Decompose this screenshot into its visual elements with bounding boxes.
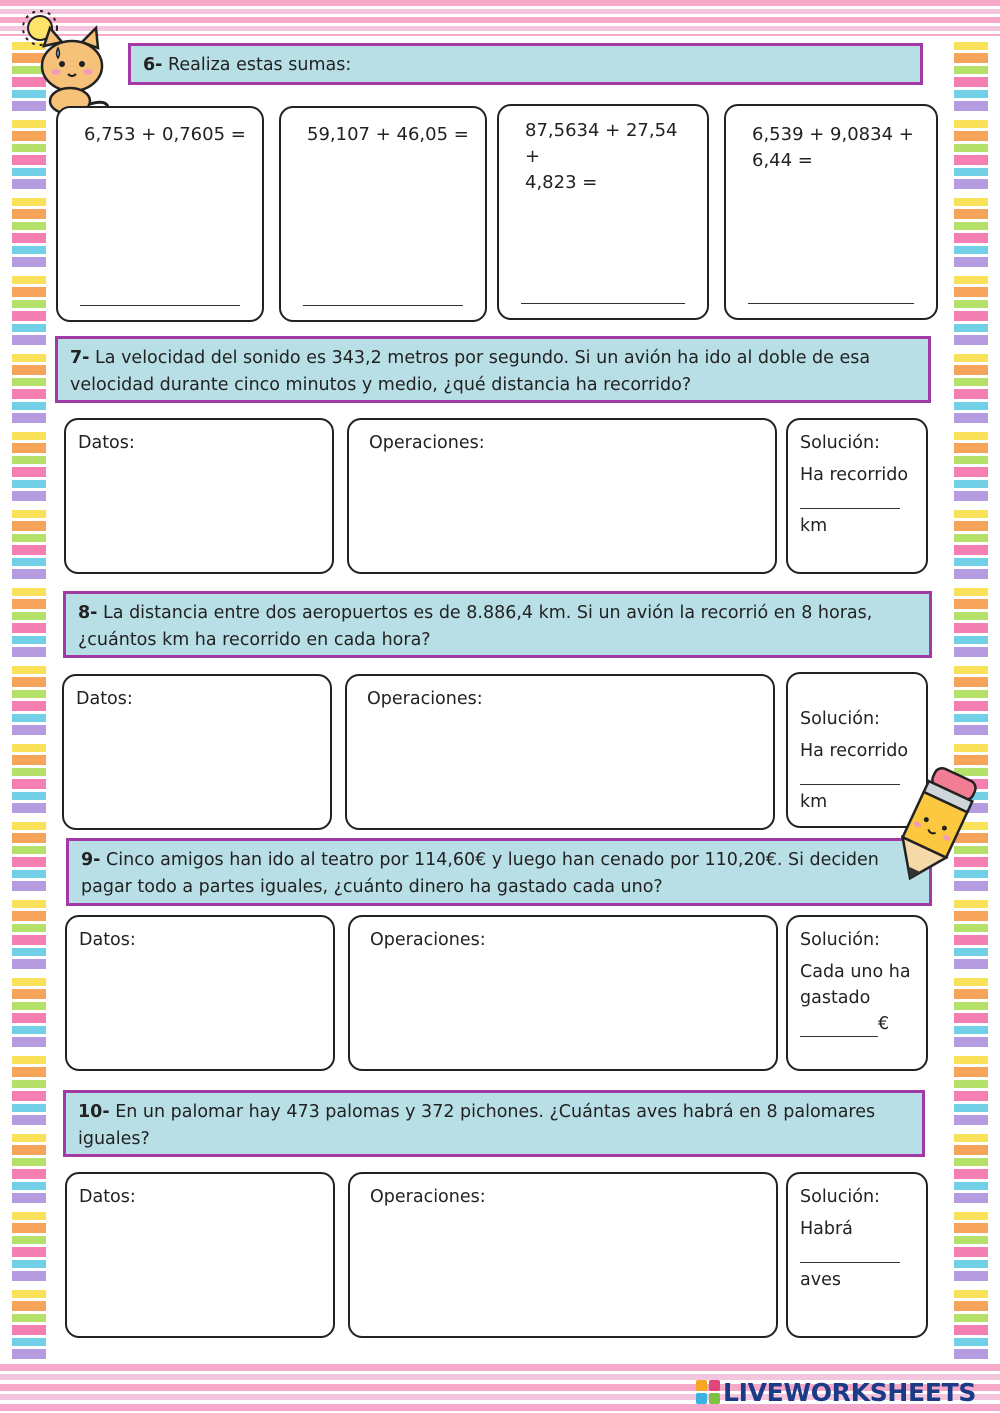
- solucion-text: Ha recorrido: [800, 741, 909, 761]
- sum-box-2[interactable]: [279, 106, 487, 322]
- question-9-header: [66, 838, 932, 906]
- solucion-text-line2: gastado: [800, 988, 871, 1008]
- question-10-header: [63, 1090, 925, 1157]
- operaciones-label: Operaciones:: [370, 930, 486, 950]
- question-number: 8-: [78, 603, 98, 623]
- answer-line[interactable]: [800, 1018, 878, 1037]
- question-text-line2: ¿cuántos km ha recorrido en cada hora?: [78, 630, 431, 650]
- solucion-box-10[interactable]: [786, 1172, 928, 1338]
- question-8-header: [63, 591, 932, 658]
- operaciones-label: Operaciones:: [367, 689, 483, 709]
- question-text-line1: Cinco amigos han ido al teatro por 114,60€ y luego han cenado por 110,20€. Si deciden: [106, 850, 879, 870]
- sum-expression-line1: 6,539 + 9,0834 +: [752, 124, 914, 145]
- solucion-text: Ha recorrido: [800, 465, 909, 485]
- question-number: 7-: [70, 348, 90, 368]
- question-number: 9-: [81, 850, 101, 870]
- answer-line[interactable]: [521, 303, 685, 304]
- sum-box-4[interactable]: [724, 104, 938, 320]
- sum-box-1[interactable]: [56, 106, 264, 322]
- solucion-label: Solución:: [800, 930, 880, 950]
- solucion-label: Solución:: [800, 1187, 880, 1207]
- datos-box-7[interactable]: [64, 418, 334, 574]
- operaciones-box-7[interactable]: [347, 418, 777, 574]
- question-text-line2: iguales?: [78, 1129, 150, 1149]
- solucion-text-line1: Cada uno ha: [800, 962, 911, 982]
- question-prompt: Realiza estas sumas:: [168, 55, 352, 75]
- answer-line[interactable]: [303, 305, 463, 306]
- datos-label: Datos:: [79, 1187, 136, 1207]
- solucion-label: Solución:: [800, 709, 880, 729]
- decorative-top-stripes: [0, 0, 1000, 36]
- question-6-header: [128, 43, 923, 85]
- question-number: 10-: [78, 1102, 110, 1122]
- question-text-line2: pagar todo a partes iguales, ¿cuánto dinero ha gastado cada uno?: [81, 877, 663, 897]
- liveworksheets-watermark: [696, 1378, 976, 1408]
- solucion-unit: km: [800, 516, 828, 536]
- operaciones-box-10[interactable]: [348, 1172, 778, 1338]
- datos-box-9[interactable]: [65, 915, 335, 1071]
- question-text-line1: La velocidad del sonido es 343,2 metros por segundo. Si un avión ha ido al doble de esa: [95, 348, 871, 368]
- sum-box-3[interactable]: [497, 104, 709, 320]
- solucion-box-9[interactable]: [786, 915, 928, 1071]
- operaciones-label: Operaciones:: [369, 433, 485, 453]
- question-7-header: [55, 336, 931, 403]
- operaciones-box-9[interactable]: [348, 915, 778, 1071]
- datos-box-8[interactable]: [62, 674, 332, 830]
- question-number: 6-: [143, 55, 163, 75]
- brand-name: LIVEWORKSHEETS: [723, 1378, 977, 1407]
- solucion-box-7[interactable]: [786, 418, 928, 574]
- question-text-line2: velocidad durante cinco minutos y medio, ¿qué distancia ha recorrido?: [70, 375, 692, 395]
- sum-expression-line2: 4,823 =: [525, 172, 598, 193]
- cat-sticker-icon: [10, 6, 122, 118]
- datos-box-10[interactable]: [65, 1172, 335, 1338]
- sum-expression-line1: 87,5634 + 27,54 +: [525, 120, 678, 167]
- decorative-right-stripes: [954, 36, 988, 1360]
- sum-expression: 59,107 + 46,05 =: [307, 124, 469, 145]
- answer-line[interactable]: [800, 1242, 900, 1263]
- operaciones-box-8[interactable]: [345, 674, 775, 830]
- datos-label: Datos:: [76, 689, 133, 709]
- question-text-line1: En un palomar hay 473 palomas y 372 pichones. ¿Cuántas aves habrá en 8 palomares: [115, 1102, 876, 1122]
- solucion-unit: aves: [800, 1270, 841, 1290]
- solucion-text: Habrá: [800, 1219, 853, 1239]
- sum-expression-line2: 6,44 =: [752, 150, 813, 171]
- datos-label: Datos:: [79, 930, 136, 950]
- datos-label: Datos:: [78, 433, 135, 453]
- decorative-left-stripes: [12, 36, 46, 1360]
- operaciones-label: Operaciones:: [370, 1187, 486, 1207]
- liveworksheets-logo-icon: [696, 1380, 720, 1404]
- answer-line[interactable]: [748, 303, 914, 304]
- pencil-sticker-icon: [880, 762, 990, 892]
- answer-line[interactable]: [800, 488, 900, 509]
- sum-expression: 6,753 + 0,7605 =: [84, 124, 246, 145]
- answer-line[interactable]: [80, 305, 240, 306]
- solucion-unit: €: [878, 1014, 890, 1034]
- solucion-label: Solución:: [800, 433, 880, 453]
- question-text-line1: La distancia entre dos aeropuertos es de 8.886,4 km. Si un avión la recorrió en 8 horas,: [103, 603, 873, 623]
- solucion-unit: km: [800, 792, 828, 812]
